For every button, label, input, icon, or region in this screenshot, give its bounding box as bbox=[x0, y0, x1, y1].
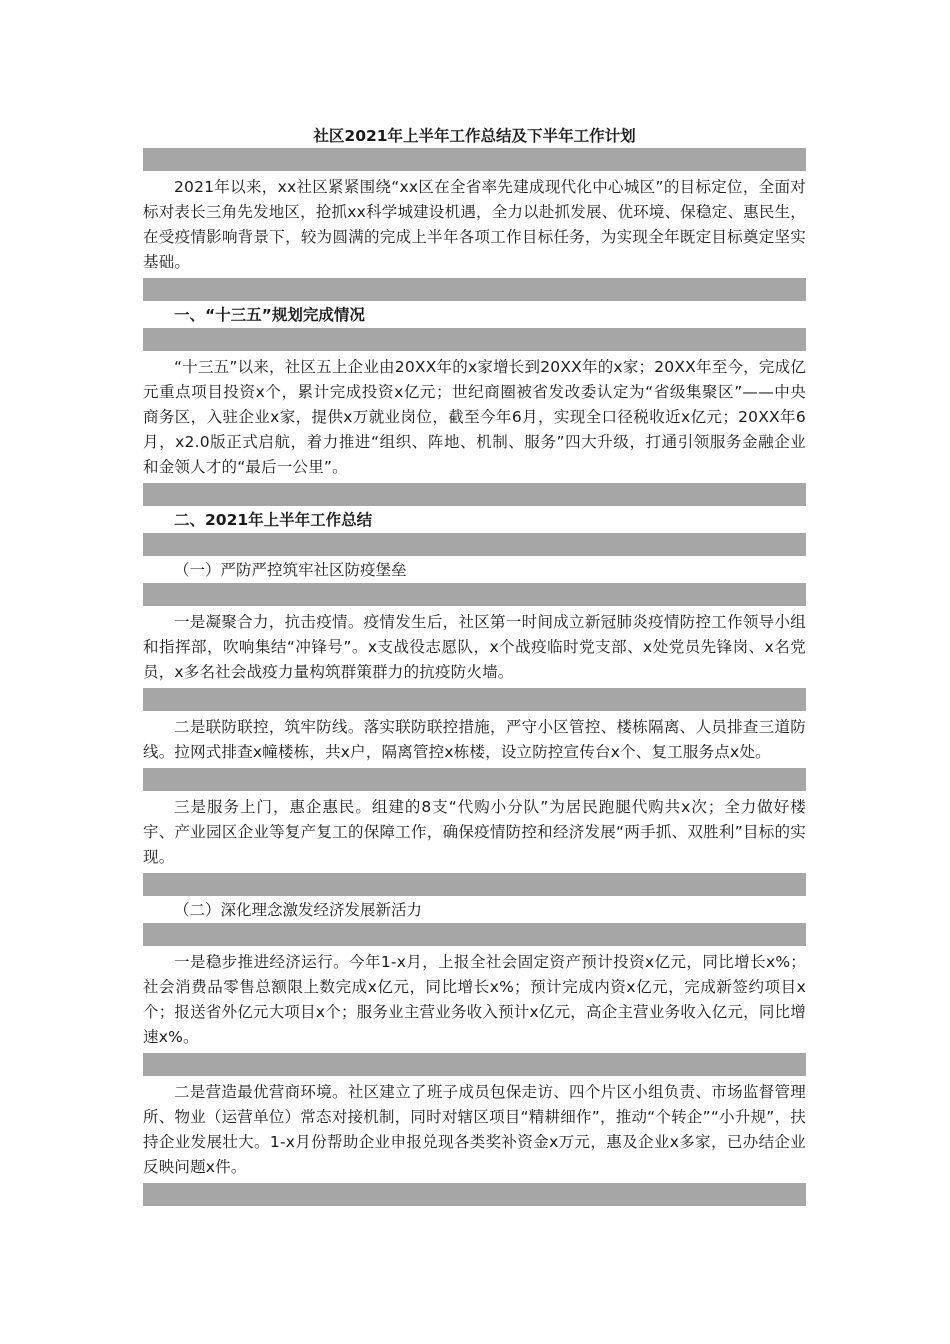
gray-separator bbox=[143, 873, 806, 896]
document-title: 社区2021年上半年工作总结及下半年工作计划 bbox=[313, 127, 636, 145]
subsection-2-heading: （二）深化理念激发经济发展新活力 bbox=[174, 901, 423, 919]
gray-separator bbox=[143, 923, 806, 946]
gray-separator bbox=[143, 583, 806, 606]
section-1-heading: 一、“十三五”规划完成情况 bbox=[174, 306, 365, 324]
document-page bbox=[143, 124, 806, 1206]
gray-separator bbox=[143, 688, 806, 711]
gray-separator bbox=[143, 1183, 806, 1206]
intro-paragraph: 2021年以来，xx社区紧紧围绕“xx区在全省率先建成现代化中心城区”的目标定位，全面对标对表长三角先发地区，抢抓xx科学城建设机遇，全力以赴抓发展、优环境、保稳定、惠民生，在受疫情影响背景下，较为圆满的完成上半年各项工作目标任务，为实现全年既定目标奠定坚实基础。 bbox=[143, 178, 806, 271]
subsection-2-paragraph-2: 二是营造最优营商环境。社区建立了班子成员包保走访、四个片区小组负责、市场监督管理所、物业（运营单位）常态对接机制，同时对辖区项目“精耕细作”，推动“个转企”“小升规”，扶持企业发展壮大。1-x月份帮助企业申报兑现各类奖补资金x万元，惠及企业x多家，已办结企业反映问题x件。 bbox=[143, 1083, 806, 1176]
subsection-1-heading: （一）严防严控筑牢社区防疫堡垒 bbox=[174, 561, 407, 579]
section-2-heading: 二、2021年上半年工作总结 bbox=[174, 511, 373, 529]
subsection-1-paragraph-2: 二是联防联控，筑牢防线。落实联防联控措施，严守小区管控、楼栋隔离、人员排查三道防线。拉网式排查x幢楼栋，共x户，隔离管控x栋楼，设立防控宣传台x个、复工服务点x处。 bbox=[143, 718, 806, 761]
subsection-1-paragraph-3: 三是服务上门，惠企惠民。组建的8支“代购小分队”为居民跑腿代购共x次；全力做好楼宇、产业园区企业等复产复工的保障工作，确保疫情防控和经济发展“两手抓、双胜利”目标的实现。 bbox=[143, 798, 806, 866]
subsection-1-paragraph-1: 一是凝聚合力，抗击疫情。疫情发生后，社区第一时间成立新冠肺炎疫情防控工作领导小组和指挥部，吹响集结“冲锋号”。x支战役志愿队，x个战疫临时党支部、x处党员先锋岗、x名党员，x多名社会战疫力量构筑群策群力的抗疫防火墙。 bbox=[143, 613, 806, 681]
gray-separator bbox=[143, 768, 806, 791]
gray-separator bbox=[143, 278, 806, 301]
section-1-paragraph: “十三五”以来，社区五上企业由20XX年的x家增长到20XX年的x家；20XX年至今，完成亿元重点项目投资x个，累计完成投资x亿元；世纪商圈被省发改委认定为“省级集聚区”——中央商务区，入驻企业x家，提供x万就业岗位，截至今年6月，实现全口径税收近x亿元；20XX年6月，x2.0版正式启航，着力推进“组织、阵地、机制、服务”四大升级，打通引领服务金融企业和金领人才的“最后一公里”。 bbox=[143, 358, 806, 476]
gray-separator bbox=[143, 328, 806, 351]
gray-separator bbox=[143, 483, 806, 506]
gray-separator bbox=[143, 1053, 806, 1076]
gray-separator bbox=[143, 533, 806, 556]
subsection-2-paragraph-1: 一是稳步推进经济运行。今年1-x月，上报全社会固定资产预计投资x亿元，同比增长x%；社会消费品零售总额限上数完成x亿元，同比增长x%；预计完成内资x亿元，完成新签约项目x个；报送省外亿元大项目x个；服务业主营业务收入预计x亿元，高企主营业务收入亿元，同比增速x%。 bbox=[143, 953, 806, 1046]
gray-separator bbox=[143, 148, 806, 171]
